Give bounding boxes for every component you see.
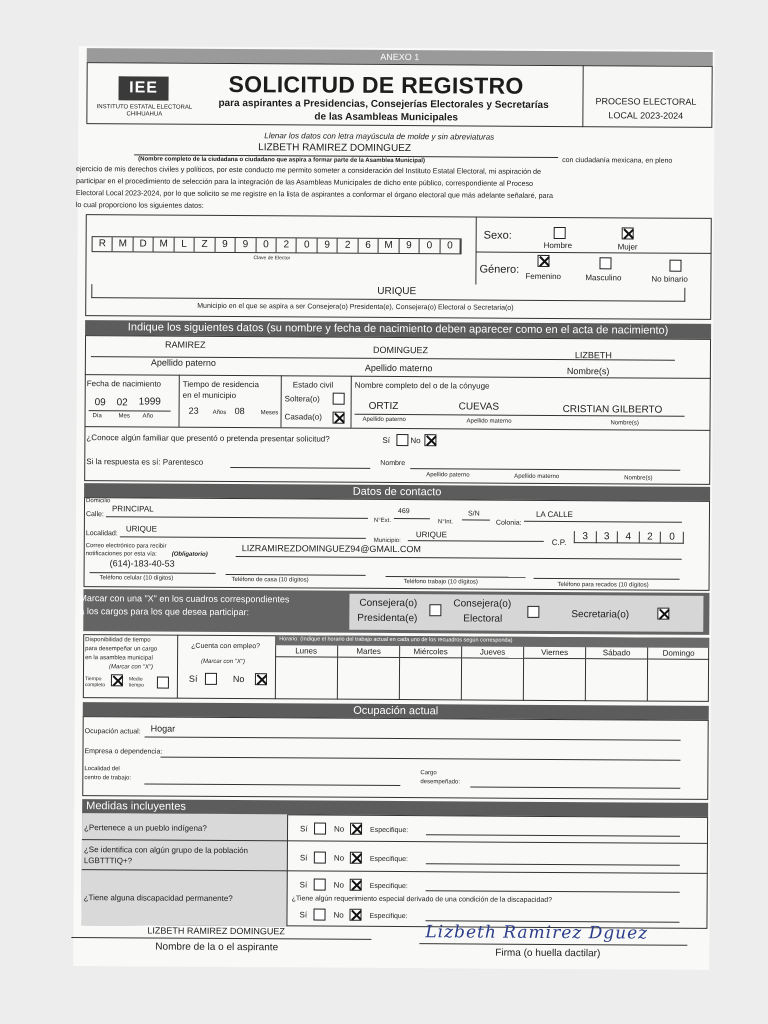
spouse-nombres: CRISTIAN GILBERTO — [562, 404, 663, 416]
cp-cells — [575, 531, 685, 544]
locality-label-2: centro de trabajo: — [84, 775, 132, 782]
schedule-day-label: Lunes — [275, 645, 337, 657]
family-si-label: Sí — [382, 435, 391, 445]
family-question: ¿Conoce algún familiar que presentó o pretenda presentar solicitud? — [86, 433, 330, 444]
gender-masculino-label: Masculino — [585, 273, 622, 283]
home-label: Teléfono de casa (10 dígitos) — [231, 577, 309, 584]
single-label: Soltera(o) — [284, 394, 320, 404]
next-label: N°Ext. — [373, 517, 392, 524]
availability-label-3: en la asamblea municipal — [85, 655, 153, 662]
occupation-label: Ocupación actual: — [84, 728, 141, 736]
opt-presidenta-line-1: Consejera(o) — [359, 597, 418, 610]
q2-no-label: No — [333, 853, 345, 863]
sex-mujer-label: Mujer — [617, 242, 638, 252]
subtitle-line-1: para aspirantes a Presidencias, Consejerías Electorales y Secretarías — [218, 97, 549, 111]
work-label: Teléfono trabajo (10 dígitos) — [403, 579, 478, 586]
q4-si-label: Sí — [299, 910, 308, 920]
relation-name-label: Nombre — [380, 459, 406, 468]
nombres-label: Nombre(s) — [566, 366, 610, 377]
process-line-1: PROCESO ELECTORAL — [595, 96, 697, 107]
elector-code-char: 2 — [277, 238, 298, 252]
q2-especifique-label: Especifique: — [369, 855, 409, 864]
company-label: Empresa o dependencia: — [84, 748, 163, 756]
opt-secretaria-label: Secretaria(o) — [571, 609, 630, 621]
intro-line-4: Electoral Local 2023-2024, por lo que solicito se me registre en la lista de aspirantes a conformar el órgano electoral que más adelante señalaré, para — [75, 188, 554, 200]
municipio-value: URIQUE — [415, 530, 447, 540]
occupation-value: Hogar — [150, 723, 176, 734]
relation-label: Si la respuesta es sí: Parentesco — [86, 457, 204, 467]
schedule-day-column[interactable] — [585, 647, 647, 701]
half-time-label: Medio tiempo — [128, 676, 144, 689]
elector-code-cells — [93, 237, 463, 253]
q3-si-checkbox[interactable] — [314, 879, 326, 891]
spouse-materno-label: Apellido materno — [466, 418, 512, 425]
elector-code-char: 0 — [440, 239, 461, 253]
spouse-label: Nombre completo del o de la cónyuge — [354, 380, 490, 391]
cargo-label-2: desempeñado: — [420, 779, 461, 786]
civil-label: Estado civil — [292, 380, 334, 390]
years-label: Años — [212, 409, 227, 416]
full-time-checkbox[interactable] — [111, 674, 123, 686]
q1-especifique-label: Especifique: — [370, 826, 409, 835]
gender-masculino-checkbox[interactable] — [599, 257, 611, 269]
schedule-day-label: Martes — [338, 646, 399, 658]
family-no-label: No — [410, 436, 421, 446]
email-label-1: Correo electrónico para recibir — [85, 543, 167, 550]
annex-label: ANEXO 1 — [380, 51, 420, 63]
birth-month: 02 — [116, 397, 128, 409]
schedule-day-label: Sábado — [586, 647, 647, 659]
locality-label-1: Localidad del — [84, 766, 120, 773]
schedule-day-column[interactable] — [647, 648, 709, 702]
nint-line — [462, 519, 490, 520]
job-mark: (Marcar con "X") — [201, 658, 246, 666]
opt-presidenta-line-2: Presidenta(e) — [357, 612, 418, 625]
position-label-1: Marcar con una "X" en los cuadros correspondientes — [79, 593, 290, 605]
gender-label: Género: — [479, 263, 520, 276]
next-line — [394, 518, 430, 519]
q2-si-checkbox[interactable] — [314, 852, 326, 864]
spouse-paterno: ORTIZ — [368, 400, 399, 413]
elector-code-char: Z — [195, 238, 216, 252]
elector-code-box — [92, 236, 462, 254]
day-label: Día — [92, 413, 102, 420]
q2-no-checkbox[interactable] — [350, 852, 362, 864]
q1-no-checkbox[interactable] — [350, 823, 362, 835]
cp-field[interactable] — [574, 531, 684, 544]
nint-value: S/N — [467, 510, 480, 518]
birth-day: 09 — [94, 397, 106, 409]
msg-label: Teléfono para recados (10 dígitos) — [557, 582, 649, 589]
spouse-paterno-label: Apellido paterno — [362, 416, 406, 424]
schedule-day-label: Jueves — [462, 646, 523, 658]
email-required: (Obligatorio) — [171, 551, 208, 558]
handwritten-signature: Lizbeth Ramirez Dguez — [425, 922, 649, 944]
sex-label: Sexo: — [483, 229, 512, 242]
residence-label-1: Tiempo de residencia — [182, 379, 259, 390]
elector-code-char: R — [93, 237, 114, 251]
intro-line-5: lo cual proporciono los siguientes datos: — [75, 200, 204, 210]
elector-code-char: D — [133, 237, 154, 251]
applicant-name-line — [71, 937, 371, 940]
q-disability: ¿Tiene alguna discapacidad permanente? — [83, 893, 233, 904]
job-no-checkbox[interactable] — [255, 673, 267, 685]
schedule-day-label: Miércoles — [400, 646, 461, 658]
full-name-caption: (Nombre completo de la ciudadana o ciudadano que aspira a formar parte de la Asamblea Municipal) — [138, 156, 425, 165]
spouse-nombres-label: Nombre(s) — [610, 420, 639, 427]
municipality-value: URIQUE — [377, 285, 417, 298]
job-si-checkbox[interactable] — [205, 673, 217, 685]
q3-especifique-label: Especifique: — [369, 882, 408, 891]
elector-code-char: 9 — [317, 239, 338, 253]
half-time-checkbox[interactable] — [157, 677, 169, 689]
gender-nobinario-checkbox[interactable] — [669, 260, 681, 272]
elector-code-char: 9 — [399, 239, 420, 253]
colonia-value: LA CALLE — [535, 509, 573, 520]
cp-digit: 0 — [669, 531, 675, 543]
family-no-checkbox[interactable] — [424, 434, 436, 446]
q3-si-label: Sí — [299, 880, 308, 890]
single-checkbox[interactable] — [333, 393, 345, 405]
q3-no-checkbox[interactable] — [350, 879, 362, 891]
elector-code-char: 9 — [236, 238, 257, 252]
spouse-materno: CUEVAS — [458, 401, 500, 413]
q1-no-label: No — [334, 824, 345, 834]
applicant-name-label: Nombre de la o el aspirante — [155, 941, 279, 954]
logo-text: IEE — [129, 79, 159, 97]
year-label: Año — [142, 413, 154, 420]
gender-nobinario-label: No binario — [651, 274, 688, 284]
sex-hombre-checkbox[interactable] — [554, 227, 566, 239]
intro-line-3: participar en el procedimiento de selección para la integración de las Asambleas Municipales de dicho ente público, correspondiente al Proceso — [75, 176, 534, 188]
months-label: Meses — [260, 410, 279, 417]
opt-electoral-checkbox[interactable] — [527, 606, 539, 618]
localidad-value: URIQUE — [125, 524, 158, 534]
page-title: SOLICITUD DE REGISTRO — [228, 70, 524, 99]
applicant-name: LIZBETH RAMIREZ DOMINGUEZ — [147, 925, 285, 937]
q-lgbt-line-1: ¿Se identifica con algún grupo de la población — [83, 845, 249, 856]
opt-presidenta-checkbox[interactable] — [429, 604, 441, 616]
schedule-day-column[interactable] — [523, 647, 585, 701]
q4-no-label: No — [333, 910, 344, 920]
q3-special-question: ¿Tiene algún requerimiento especial derivado de una condición de la discapacidad? — [291, 895, 553, 904]
job-si-label: Sí — [188, 673, 198, 684]
relation-materno-label: Apellido materno — [514, 473, 560, 481]
elector-code-char: 0 — [420, 239, 441, 253]
municipality-caption: Municipio en el que se aspira a ser Consejera(o) Presidenta(e), Consejera(o) Electoral o Secretaria(o) — [197, 302, 514, 312]
schedule-day-column[interactable] — [461, 646, 523, 700]
schedule-days — [275, 645, 709, 702]
relation-paterno-label: Apellido paterno — [426, 472, 470, 479]
nationality-text: con ciudadanía mexicana, en pleno — [562, 157, 673, 165]
occupation-header-text: Ocupación actual — [353, 704, 439, 718]
q-indigenous: ¿Pertenece a un pueblo indígena? — [84, 823, 207, 833]
schedule-header: Horario: (Indique el horario del trabajo actual en cada uno de los recuadros según corresponda) — [279, 636, 513, 644]
sex-mujer-checkbox[interactable] — [622, 227, 634, 239]
elector-code-char: M — [113, 237, 134, 251]
q4-no-checkbox[interactable] — [349, 909, 361, 921]
calle-label: Calle: — [85, 511, 104, 519]
elector-code-char: 0 — [297, 238, 318, 252]
materno-label: Apellido materno — [364, 362, 433, 374]
subtitle-line-2: de las Asambleas Municipales — [314, 111, 459, 124]
instructions: Llenar los datos con letra mayúscula de molde y sin abreviaturas — [264, 131, 495, 142]
municipio-label: Municipio: — [373, 537, 401, 545]
married-checkbox[interactable] — [333, 412, 345, 424]
q1-si-label: Sí — [300, 824, 308, 834]
elector-code-caption: Clave de Elector — [253, 255, 291, 262]
email-value: LIZRAMIREZDOMINGUEZ94@GMAIL.COM — [241, 543, 421, 555]
next-value: 469 — [397, 508, 410, 516]
cp-digit: 2 — [640, 532, 662, 544]
paterno-label: Apellido paterno — [150, 357, 216, 368]
cell-label: Teléfono celular (10 dígitos) — [99, 575, 174, 582]
residence-months: 08 — [234, 406, 245, 417]
applicant-full-name: LIZBETH RAMIREZ DOMINGUEZ — [258, 142, 412, 155]
gender-femenino-checkbox[interactable] — [537, 255, 549, 267]
nombres-value: LIZBETH — [574, 350, 612, 361]
q4-si-checkbox[interactable] — [313, 909, 325, 921]
full-time-label: Tiempo completo — [84, 676, 106, 689]
cargo-label-1: Cargo — [420, 770, 437, 777]
relation-nombres-label: Nombre(s) — [624, 475, 653, 482]
opt-secretaria-checkbox[interactable] — [657, 608, 669, 620]
schedule-day-label: Domingo — [648, 648, 709, 660]
inclusive-header-text: Medidas incluyentes — [86, 800, 186, 813]
availability-mark: (Marcar con "X") — [109, 664, 153, 671]
elector-code-char: 0 — [256, 238, 277, 252]
residence-years: 23 — [188, 405, 199, 416]
month-label: Mes — [118, 413, 130, 420]
cp-digit: 3 — [575, 531, 597, 543]
elector-code-char: 9 — [215, 238, 236, 252]
cp-digit: 4 — [618, 531, 640, 543]
elector-code-char: 2 — [338, 239, 359, 253]
process-line-2: LOCAL 2023-2024 — [608, 110, 684, 121]
married-label: Casada(o) — [284, 412, 322, 422]
intro-line-2: ejercicio de mis derechos civiles y políticos, por este conducto me permito someter a consideración del Instituto Estatal Electoral, mi aspiración de — [76, 164, 542, 176]
q4-especifique-label: Especifique: — [369, 912, 408, 921]
q2-si-label: Sí — [299, 853, 308, 863]
signature-label: Firma (o huella dactilar) — [495, 947, 601, 960]
cp-digit: 3 — [596, 531, 618, 543]
job-question: ¿Cuenta con empleo? — [191, 642, 261, 651]
cp-label: C.P. — [551, 537, 567, 548]
contact-header-text: Datos de contacto — [352, 485, 442, 499]
localidad-label: Localidad: — [85, 530, 118, 538]
schedule-day-label: Viernes — [524, 647, 585, 659]
job-no-label: No — [232, 674, 245, 685]
nint-label: N°Int. — [437, 519, 454, 526]
q1-si-checkbox[interactable] — [314, 823, 326, 835]
personal-header-text: Indique los siguientes datos (su nombre y fecha de nacimiento deben aparecer como en el acta de nacimiento) — [127, 321, 669, 337]
schedule-day-column[interactable] — [275, 645, 337, 699]
elector-code-char: M — [379, 239, 400, 253]
birth-label: Fecha de nacimiento — [86, 379, 162, 389]
domicilio-label: Domicilio — [86, 498, 111, 505]
q-lgbt-line-2: LGBTTTIQ+? — [83, 856, 133, 866]
institute-name: INSTITUTO ESTATAL ELECTORAL CHIHUAHUA — [96, 104, 193, 118]
calle-value: PRINCIPAL — [111, 504, 154, 514]
schedule-day-column[interactable] — [337, 646, 399, 700]
birth-year: 1999 — [138, 396, 161, 408]
elector-code-char: 6 — [358, 239, 379, 253]
materno-value: DOMINGUEZ — [372, 344, 428, 356]
sex-hombre-label: Hombre — [543, 240, 573, 251]
elector-code-char: L — [174, 238, 195, 252]
availability-label-1: Disponibilidad de tiempo — [85, 637, 151, 644]
position-label-2: a los cargos para los que desea participar: — [79, 606, 250, 618]
paterno-value: RAMIREZ — [164, 339, 206, 350]
residence-label-2: en el municipio — [182, 390, 237, 401]
availability-label-2: para desempeñar un cargo — [85, 646, 158, 653]
q3-no-label: No — [333, 880, 344, 890]
colonia-label: Colonia: — [495, 519, 522, 527]
email-label-2: notificaciones por esta vía: — [85, 551, 157, 558]
cell-value: (614)-183-40-53 — [109, 558, 175, 569]
family-si-checkbox[interactable] — [396, 434, 408, 446]
opt-electoral-line-2: Electoral — [463, 613, 503, 625]
schedule-day-column[interactable] — [399, 646, 461, 700]
opt-electoral-line-1: Consejera(o) — [453, 598, 512, 610]
gender-femenino-label: Femenino — [525, 271, 562, 282]
elector-code-char: M — [154, 238, 175, 252]
form-page — [73, 46, 715, 970]
iee-logo — [118, 76, 168, 100]
